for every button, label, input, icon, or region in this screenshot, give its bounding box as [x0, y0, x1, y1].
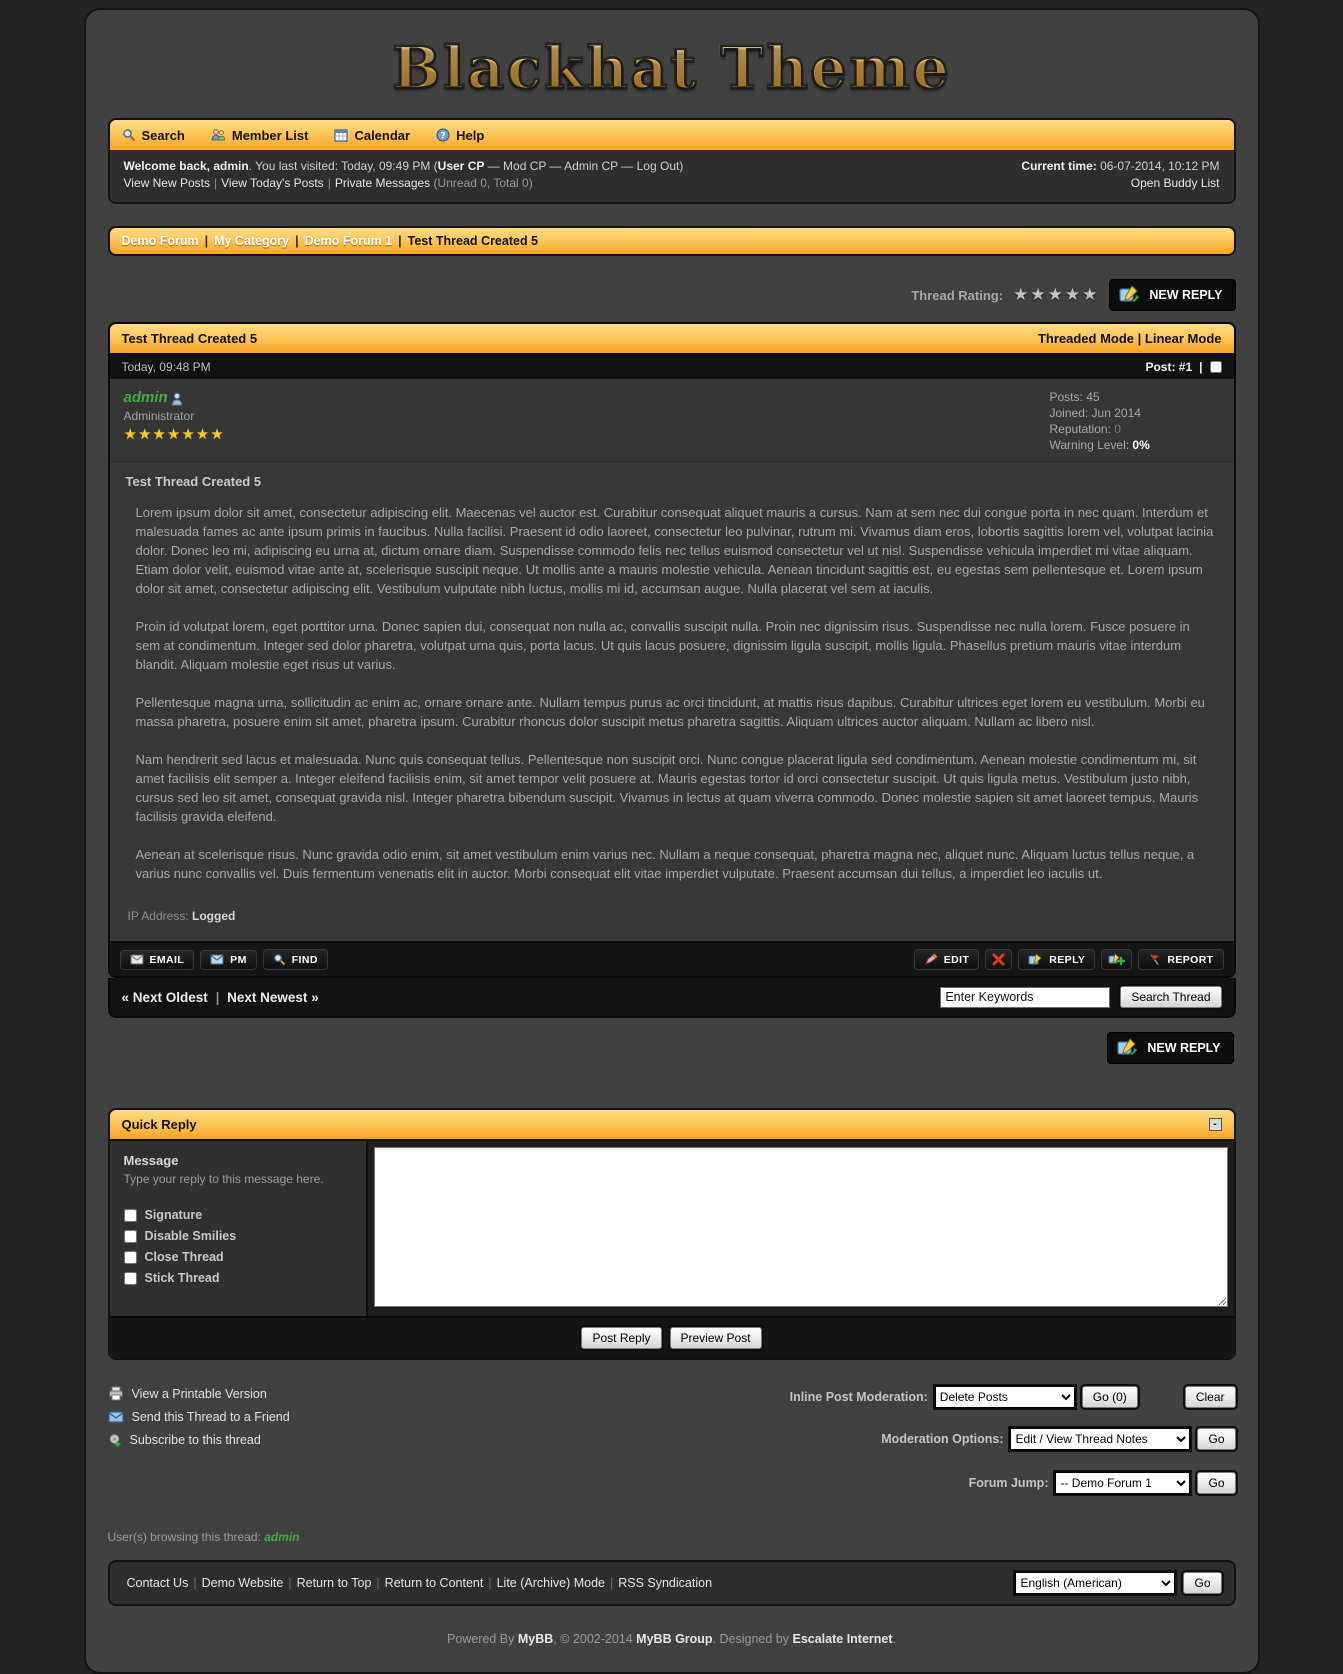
post-buttons-bar — [110, 941, 1234, 976]
reply-icon — [1028, 953, 1043, 966]
delete-post-button[interactable] — [985, 949, 1012, 970]
breadcrumb-demo-forum-1[interactable]: Demo Forum 1 — [304, 234, 393, 248]
post-body — [110, 462, 1234, 941]
star-icon[interactable]: ★ — [1064, 285, 1083, 304]
search-icon — [122, 128, 136, 142]
star-icon: ★ — [195, 426, 211, 443]
printable-version-link[interactable]: View a Printable Version — [108, 1386, 290, 1401]
mybb-group-link[interactable]: MyBB Group — [636, 1632, 713, 1646]
star-icon: ★ — [123, 426, 138, 443]
post-reply-button[interactable]: Post Reply — [581, 1327, 661, 1349]
printer-icon — [108, 1386, 124, 1401]
ip-label: IP Address: — [127, 909, 189, 923]
users-browsing: User(s) browsing this thread: admin — [107, 1530, 300, 1544]
header-box — [108, 118, 1236, 204]
calendar-icon — [334, 128, 348, 142]
star-icon: ★ — [210, 426, 225, 443]
inline-moderation-select[interactable] — [935, 1386, 1075, 1408]
breadcrumb-my-category[interactable]: My Category — [214, 234, 290, 248]
demo-website-link[interactable]: Demo Website — [201, 1576, 284, 1590]
contact-us-link[interactable]: Contact Us — [126, 1576, 189, 1590]
footer-bar: Contact Us | Demo Website | Return to Top | Return to Content | Lite (Archive) Mode | RSS Syndication English (American) Go — [108, 1560, 1236, 1606]
threaded-mode-link[interactable]: Threaded Mode — [1037, 331, 1135, 346]
pm-icon — [210, 954, 224, 965]
cp-links[interactable]: — Mod CP — Admin CP — Log Out) — [484, 159, 684, 173]
help-icon — [436, 128, 450, 142]
moderation-options-label: Moderation Options: — [881, 1432, 1004, 1446]
breadcrumb-current: Test Thread Created 5 — [407, 234, 539, 248]
rss-syndication-link[interactable]: RSS Syndication — [618, 1576, 713, 1590]
find-icon — [273, 953, 286, 966]
author-stars — [124, 425, 225, 443]
mybb-link[interactable]: MyBB — [517, 1632, 554, 1646]
star-icon: ★ — [181, 426, 196, 443]
inline-go-button[interactable]: Go (0) — [1082, 1386, 1138, 1408]
thread-title-bar: Test Thread Created 5 Threaded Mode | Linear Mode — [110, 324, 1234, 355]
browsing-user-link[interactable]: admin — [260, 1530, 300, 1544]
option-signature[interactable]: Signature — [124, 1208, 352, 1222]
report-icon — [1148, 953, 1161, 966]
option-stick-thread[interactable]: Stick Thread — [124, 1271, 352, 1285]
next-oldest-link[interactable]: Next Oldest — [132, 989, 208, 1005]
option-close-thread[interactable]: Close Thread — [124, 1250, 352, 1264]
star-icon[interactable]: ★ — [1047, 285, 1065, 304]
star-icon: ★ — [166, 426, 182, 443]
nav-calendar-label: Calendar — [354, 127, 411, 143]
post-paragraph: Nam hendrerit sed lacus et malesuada. Nunc quis consequat tellus. Pellentesque non suscipit orci. Nunc congue placerat ligula sed condimentum. Aenean molestie condimentum mi, sit amet facilisis elit semper a. Integer eleifend facilisis enim, sit amet tempor velit posuere at. Mauris egestas tortor id orci consectetur suscipit. Ut quis ligula metus. Vestibulum justo nibh, cursus sed leo sit amet, consequat gravida nisl. Integer pharetra bibendum suscipit. Vivamus in lectus at quam viverra commodo. Donec molestie sapien sit amet laoreet tempus. Mauris facilisis gravida eleifend. — [135, 752, 1199, 824]
nav-help[interactable] — [436, 128, 484, 143]
report-button[interactable]: REPORT — [1138, 949, 1223, 970]
rating-row — [108, 280, 1236, 310]
nav-help-label: Help — [456, 127, 485, 143]
author-row — [110, 379, 1234, 462]
quick-reply-panel — [108, 1108, 1236, 1360]
star-icon[interactable]: ★ — [1082, 285, 1100, 304]
svg-text:?: ? — [440, 131, 446, 142]
nav-search-label: Search — [141, 127, 185, 143]
author-title: Administrator — [123, 409, 195, 423]
thread-rating-label: Thread Rating: — [911, 287, 1004, 303]
new-reply-button-bottom[interactable] — [1107, 1032, 1233, 1064]
thread-tools — [108, 1386, 290, 1494]
post-header-bar: Today, 09:48 PM Post: #1 | — [110, 355, 1234, 379]
welcome-prefix: Welcome back, — [123, 159, 210, 173]
thread-box — [108, 322, 1236, 978]
new-reply-label: NEW REPLY — [1149, 288, 1223, 302]
email-button[interactable]: EMAIL — [120, 950, 195, 970]
nav-member-list-label: Member List — [231, 127, 309, 143]
forum-jump-select[interactable] — [1055, 1472, 1190, 1494]
pm-button[interactable]: PM — [200, 950, 257, 970]
disable-smilies-checkbox[interactable] — [124, 1230, 137, 1243]
post-subject: Test Thread Created 5 — [125, 474, 262, 489]
members-icon — [211, 128, 226, 142]
post-paragraph: Lorem ipsum dolor sit amet, consectetur adipiscing elit. Maecenas vel auctor est. Curabitur consequat aliquet mauris a cursus. Nam at sem nec dui congue porta in nec quam. Interdum et malesuada fames ac ante ipsum primis in faucibus. Nulla facilisi. Praesent id odio laoreet, consectetur leo pulvinar, rutrum mi. Vivamus diam eros, lobortis sagittis lorem vel, volutpat lacinia dolor. Donec leo mi, adipiscing eu urna at, dictum ornare diam. Suspendisse commodo felis nec tellus euismod consectetur vel ut nisl. Suspendisse vehicula imperdiet mi vitae aliquam. Etiam dolor velit, euismod vitae ante at, scelerisque suscipit neque. Ut mollis ante a mauris molestie vehicula. Aenean tincidunt sagittis est, eu egestas sem pellentesque et. Lorem ipsum dolor sit amet, consectetur adipiscing elit. Vestibulum vulputate nibh luctus, mollis mi id, accumsan augue. Nulla placerat vel sem at iaculis. — [135, 505, 1214, 596]
view-new-posts-link[interactable]: View New Posts — [123, 176, 210, 190]
nav-member-list[interactable] — [211, 128, 309, 143]
star-icon[interactable]: ★ — [1013, 285, 1031, 304]
preview-post-button[interactable]: Preview Post — [670, 1327, 762, 1349]
pm-counts: (Unread 0, Total 0) — [433, 176, 533, 190]
view-todays-posts-link[interactable]: View Today's Posts — [221, 176, 324, 190]
return-to-content-link[interactable]: Return to Content — [384, 1576, 484, 1590]
forum-jump-go-button[interactable]: Go — [1197, 1472, 1235, 1494]
post-number[interactable]: Post: #1 — [1145, 360, 1193, 374]
moderation-go-button[interactable]: Go — [1197, 1428, 1235, 1450]
signature-checkbox[interactable] — [124, 1209, 137, 1222]
site-logo[interactable]: Blackhat Theme — [391, 34, 952, 102]
user-online-icon — [171, 392, 183, 406]
next-newest-link[interactable]: Next Newest — [227, 989, 308, 1005]
mail-icon — [108, 1411, 124, 1423]
forum-jump-label: Forum Jump: — [968, 1476, 1049, 1490]
quote-plus-button[interactable] — [1101, 949, 1132, 970]
welcome-panel: Welcome back, admin. You last visited: Today, 09:49 PM (User CP — Mod CP — Admin CP — Log Out) View New Posts | View Today's Posts | Private Messages (Unread 0, Total 0) Current time: 06-07-2014, 10:12 PM Open Buddy List — [110, 150, 1234, 202]
new-reply-button[interactable] — [1109, 279, 1235, 311]
subscribe-thread-link[interactable]: Subscribe to this thread — [108, 1433, 290, 1447]
usercp-link[interactable]: User CP — [437, 159, 485, 173]
breadcrumb-demo-forum[interactable]: Demo Forum — [121, 234, 199, 248]
thread-title: Test Thread Created 5 — [121, 331, 258, 346]
thread-search-input[interactable] — [940, 987, 1110, 1008]
quick-reply-sidebar — [110, 1141, 368, 1316]
welcome-username[interactable]: admin — [213, 159, 249, 173]
nav-calendar[interactable] — [334, 128, 410, 143]
star-icon[interactable]: ★ — [1030, 285, 1048, 304]
collapse-button[interactable]: - — [1209, 1118, 1222, 1131]
close-thread-checkbox[interactable] — [124, 1251, 137, 1264]
return-to-top-link[interactable]: Return to Top — [296, 1576, 372, 1590]
star-icon: ★ — [152, 426, 167, 443]
language-go-button[interactable]: Go — [1183, 1572, 1221, 1594]
option-disable-smilies[interactable]: Disable Smilies — [124, 1229, 352, 1243]
post-paragraph: Pellentesque magna urna, sollicitudin ac enim ac, ornare ornare ante. Nullam tempus purus ac orci tincidunt, at mattis risus dapibus. Curabitur ultrices eget lorem eu vestibulum. Morbi eu massa pharetra, posuere enim sit amet, pharetra ipsum. Curabitur rhoncus dolor suscipit metus pharetra sagittis. Aliquam ultrices auctor aliquam. Nullam ac libero nisl. — [135, 695, 1205, 729]
post-date: Today, 09:48 PM — [121, 360, 211, 374]
edit-icon — [924, 953, 938, 966]
page-wrapper — [84, 8, 1260, 1674]
current-time-label: Current time: — [1021, 159, 1097, 173]
new-reply-label: NEW REPLY — [1147, 1041, 1221, 1055]
inline-moderation-label: Inline Post Moderation: — [789, 1390, 928, 1404]
find-button[interactable]: FIND — [263, 949, 328, 970]
welcome-visited: . You last visited: Today, 09:49 PM ( — [248, 159, 438, 173]
inline-clear-button[interactable]: Clear — [1185, 1386, 1236, 1408]
post-paragraph: Aenean at scelerisque risus. Nunc gravida odio enim, sit amet vestibulum enim varius nec. Nullam a neque consequat, pharetra magna nec, aliquet nunc. Aliquam luctus tellus neque, a varius nunc convallis vel. Duis fermentum venenatis elit in auctor. Morbi consequat elit vitae imperdiet vulputate. Praesent accumsan dui tellus, a imperdiet leo iaculis ut. — [135, 847, 1195, 881]
ip-value: Logged — [192, 909, 236, 923]
thread-rating-stars[interactable] — [1013, 285, 1099, 305]
message-label: Message — [123, 1153, 179, 1168]
escalate-internet-link[interactable]: Escalate Internet — [792, 1632, 893, 1646]
open-buddy-list-link[interactable]: Open Buddy List — [1130, 176, 1220, 190]
thread-nav-bar: « Next Oldest | Next Newest » Enter Keywords Search Thread — [108, 978, 1236, 1018]
new-reply-icon — [1118, 284, 1142, 306]
breadcrumb: Demo Forum | My Category | Demo Forum 1 | Test Thread Created 5 — [108, 226, 1236, 256]
language-select[interactable] — [1015, 1572, 1175, 1594]
moderation-options-select[interactable] — [1010, 1428, 1190, 1450]
author-stats: Posts: 45 Joined: Jun 2014 Reputation: 0 Warning Level: 0% — [1049, 390, 1150, 452]
message-desc: Type your reply to this message here. — [123, 1172, 324, 1186]
linear-mode-link[interactable]: Linear Mode — [1144, 331, 1222, 346]
private-messages-link[interactable]: Private Messages — [334, 176, 431, 190]
delete-x-icon — [992, 953, 1005, 966]
reputation-value[interactable]: 0 — [1110, 422, 1121, 436]
author-name-link[interactable]: admin — [123, 389, 168, 406]
reply-button[interactable]: REPLY — [1018, 949, 1095, 970]
main-navbar — [110, 120, 1234, 150]
subscribe-icon — [108, 1433, 122, 1447]
edit-button[interactable]: EDIT — [914, 949, 980, 970]
send-to-friend-link[interactable]: Send this Thread to a Friend — [108, 1410, 290, 1424]
email-icon — [130, 954, 144, 965]
quick-reply-title: Quick Reply — [121, 1117, 197, 1132]
post-select-checkbox[interactable] — [1210, 361, 1222, 373]
current-time-value: 06-07-2014, 10:12 PM — [1096, 159, 1220, 173]
reply-message-textarea[interactable] — [374, 1147, 1228, 1307]
star-icon: ★ — [137, 426, 153, 443]
post-paragraph: Proin id volutpat lorem, eget porttitor urna. Donec sapien dui, consequat non nulla ac, convallis suscipit nulla. Proin nec dignissim risus. Suspendisse nec nulla lorem. Fusce posuere in sem at condimentum. Integer sed dolor pharetra, volutpat urna quis, porta lacus. Ut quis lacus posuere, dignissim ligula suscipit, mollis ligula. Phasellus pretium mauris vitae interdum blandit. Aliquam molestie eget risus ut varius. — [135, 619, 1190, 672]
quote-plus-icon — [1108, 953, 1125, 966]
moderation-column — [790, 1386, 1236, 1494]
nav-search[interactable] — [122, 128, 185, 143]
stick-thread-checkbox[interactable] — [124, 1272, 137, 1285]
credits: Powered By MyBB, © 2002-2014 MyBB Group. Designed by Escalate Internet. — [446, 1632, 897, 1646]
new-reply-icon — [1116, 1037, 1140, 1059]
lite-mode-link[interactable]: Lite (Archive) Mode — [496, 1576, 605, 1590]
search-thread-button[interactable]: Search Thread — [1120, 986, 1221, 1008]
warning-level-value: 0% — [1129, 438, 1150, 452]
